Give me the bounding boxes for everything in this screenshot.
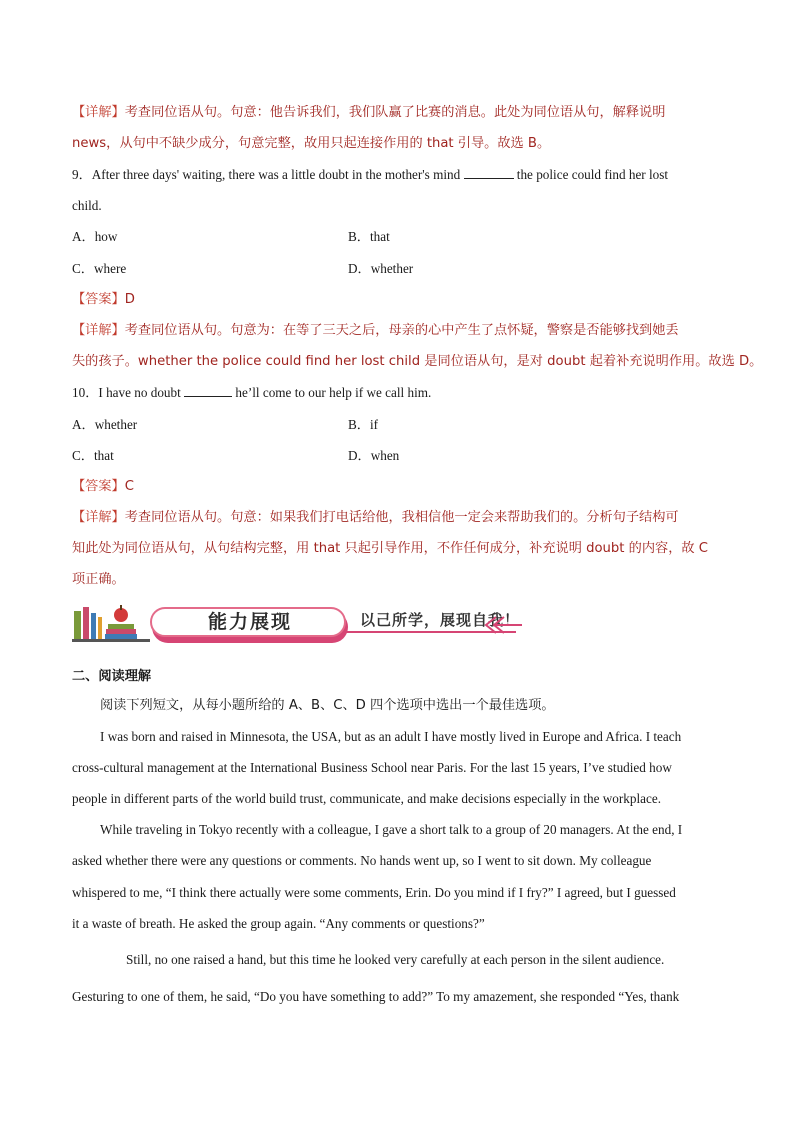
banner-slogan: 以己所学，展现自我！	[360, 611, 521, 629]
q10-detail-line3: 项正确。	[72, 572, 125, 587]
q10-option-d: D．when	[348, 448, 400, 463]
q10-detail-line1: 【详解】考查同位语从句。句意：如果我们打电话给他，我相信他一定会来帮助我们的。分析句子结构可	[72, 510, 679, 525]
section-instruction: 阅读下列短文，从每小题所给的 A、B、C、D 四个选项中选出一个最佳选项。	[100, 698, 555, 713]
passage-line: it a waste of breath. He asked the group again. “Any comments or questions?”	[72, 916, 485, 931]
passage-line: people in different parts of the world build trust, communicate, and make decisions especially in the workplace.	[72, 791, 661, 806]
passage-line: asked whether there were any questions or comments. No hands went up, so I went to sit down. My colleague	[72, 853, 652, 868]
q10-stem: 10．I have no doubt he’ll come to our help if we call him.	[72, 385, 432, 400]
banner-pill	[150, 607, 346, 637]
banner-title: 能力展现	[207, 611, 292, 633]
q9-stem-line1: 9．After three days' waiting, there was a little doubt in the mother's mind the police could find her lost	[72, 167, 669, 182]
q10-option-b: B．if	[348, 417, 379, 432]
q9-option-c: C．where	[72, 261, 127, 276]
q9-option-b: B．that	[348, 229, 390, 244]
answer-blank	[464, 166, 514, 179]
q9-option-d: D．whether	[348, 261, 414, 276]
books-apple-icon	[72, 601, 152, 645]
passage-line: Gesturing to one of them, he said, “Do you have something to add?” To my amazement, she responded “Yes, thank	[72, 989, 680, 1004]
q9-option-a: A．how	[72, 229, 118, 244]
q8-detail-line1: 【详解】考查同位语从句。句意：他告诉我们，我们队赢了比赛的消息。此处为同位语从句，解释说明	[72, 105, 666, 120]
detail-tag: 【详解】	[72, 105, 125, 120]
section-banner	[72, 601, 532, 647]
q10-option-c: C．that	[72, 448, 114, 463]
passage-line: whispered to me, “I think there actually were some comments, Erin. Do you mind if I fry?” I agreed, but I guessed	[72, 885, 676, 900]
q8-detail-line2: news，从句中不缺少成分，句意完整，故用只起连接作用的 that 引导。故选 B。	[72, 136, 551, 151]
q9-detail-line1: 【详解】考查同位语从句。句意为：在等了三天之后，母亲的心中产生了点怀疑，警察是否能够找到她丢	[72, 323, 679, 338]
q10-detail-line2: 知此处为同位语从句，从句结构完整，用 that 只起引导作用，不作任何成分，补充说明 doubt 的内容，故 C	[72, 541, 708, 556]
passage-line: I was born and raised in Minnesota, the USA, but as an adult I have mostly lived in Europe and Africa. I teach	[100, 729, 682, 744]
passage-line: While traveling in Tokyo recently with a colleague, I gave a short talk to a group of 20 managers. At the end, I	[100, 822, 683, 837]
q9-stem-line2: child.	[72, 198, 102, 213]
passage-line: cross-cultural management at the International Business School near Paris. For the last 15 years, I’ve studied how	[72, 760, 672, 775]
q9-answer: 【答案】D	[72, 292, 135, 307]
answer-blank	[184, 384, 232, 397]
passage-line: Still, no one raised a hand, but this time he looked very carefully at each person in the silent audience.	[126, 952, 665, 967]
section-heading: 二、阅读理解	[72, 669, 152, 684]
q10-option-a: A．whether	[72, 417, 138, 432]
double-chevron-left-icon	[484, 615, 524, 635]
q10-answer: 【答案】C	[72, 479, 134, 494]
q9-detail-line2: 失的孩子。whether the police could find her lost child 是同位语从句，是对 doubt 起着补充说明作用。故选 D。	[72, 354, 763, 369]
